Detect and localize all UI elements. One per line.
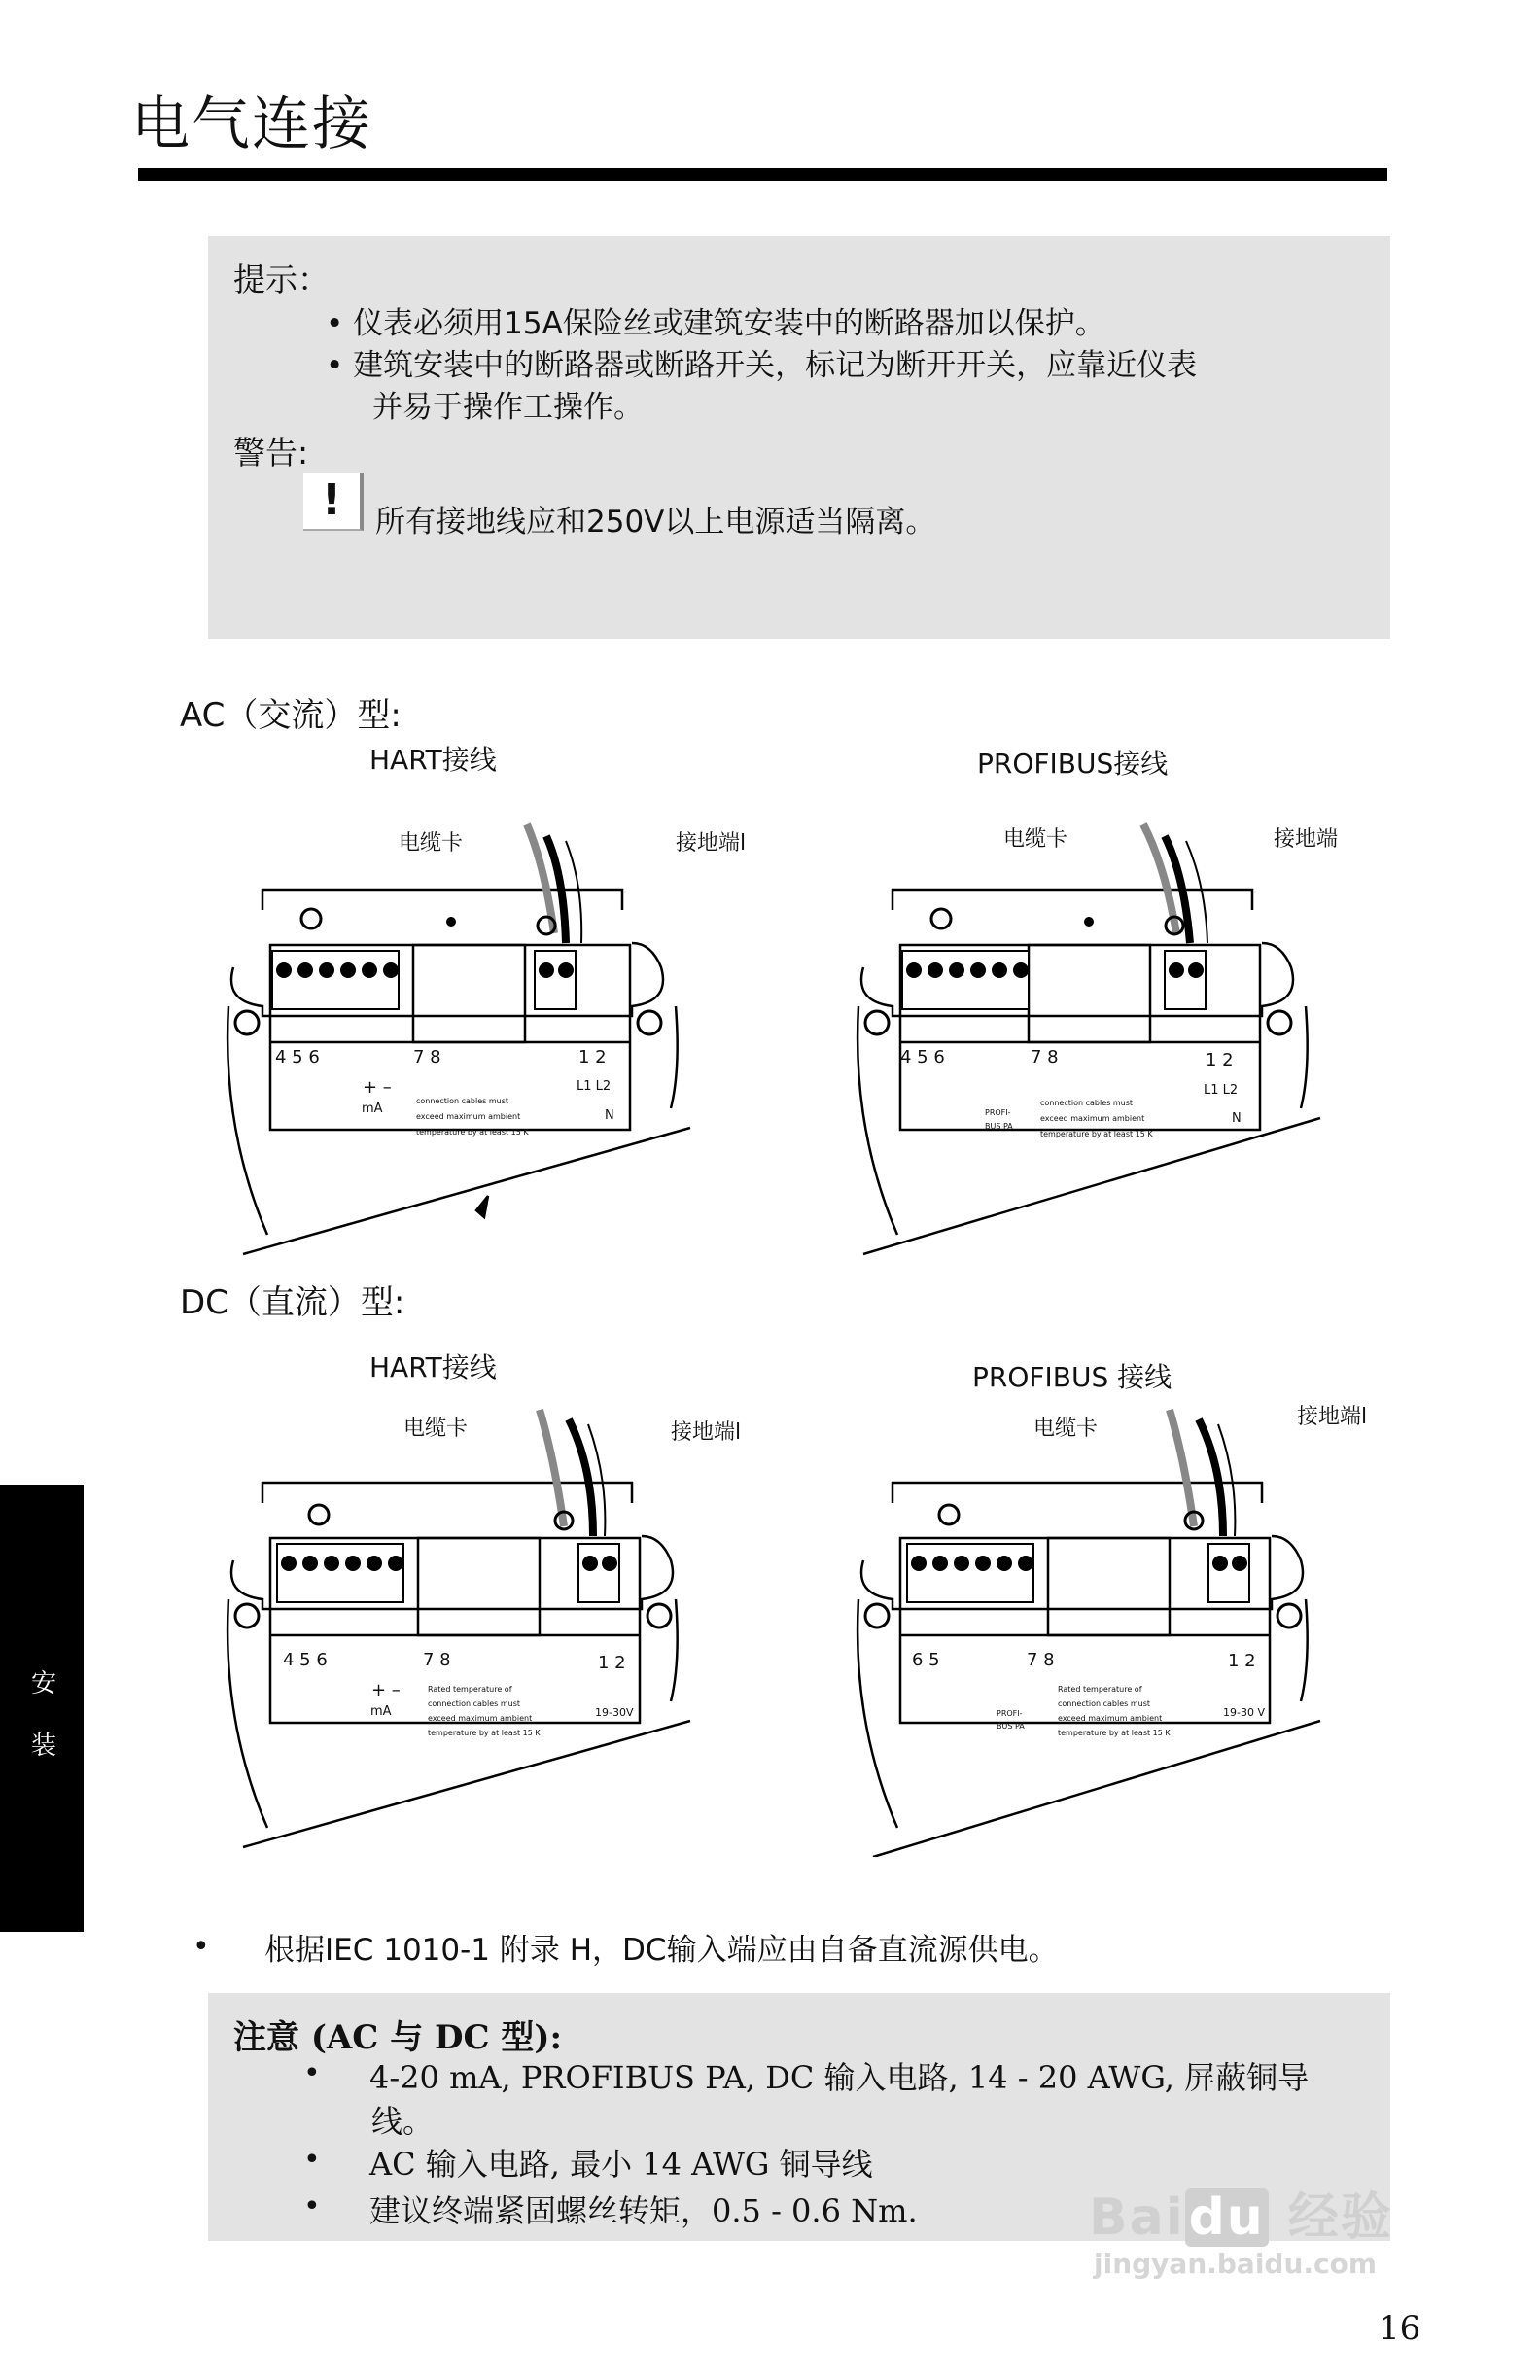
dc-hart-note-1: Rated temperature of	[428, 1685, 512, 1694]
sidebar-char-1: 安	[30, 1669, 56, 1698]
dc-hart-voltage: 19-30V	[595, 1706, 634, 1719]
dc-hart-cable-clamp: 电缆卡	[403, 1417, 469, 1441]
ac-hart-l1l2: L1 L2	[577, 1079, 612, 1094]
attention-bullet-2: •	[303, 2143, 321, 2177]
dc-profibus-pa-2: BUS PA	[997, 1722, 1025, 1731]
dc-profibus-terminals-mid: 7 8	[1027, 1650, 1055, 1670]
dc-hart-note-2: connection cables must	[428, 1699, 521, 1708]
ac-hart-plus-minus: + –	[363, 1077, 392, 1098]
ac-profibus-pa-1: PROFI-	[985, 1108, 1011, 1117]
page-title: 电气连接	[131, 90, 372, 158]
dc-heading: DC（直流）型:	[180, 1283, 405, 1322]
ac-hart-ma: mA	[362, 1102, 383, 1116]
ac-hart-diagram	[204, 797, 710, 1264]
ac-heading: AC（交流）型:	[180, 696, 402, 735]
dc-hart-terminals-left: 4 5 6	[283, 1650, 328, 1670]
dc-profibus-diagram	[834, 1390, 1340, 1857]
ac-hart-cable-clamp: 电缆卡	[399, 831, 464, 856]
ac-profibus-note-3: temperature by at least 15 K	[1040, 1130, 1153, 1138]
exclamation-icon: !	[303, 472, 364, 531]
ac-profibus-note-1: connection cables must	[1040, 1099, 1134, 1107]
attention-item-3: 建议终端紧固螺丝转矩，0.5 - 0.6 Nm.	[369, 2192, 918, 2229]
dc-hart-ma: mA	[370, 1704, 392, 1719]
dc-hart-terminals-right: 1 2	[598, 1653, 626, 1673]
attention-heading: 注意 (AC 与 DC 型):	[233, 2018, 563, 2057]
dc-profibus-voltage: 19-30 V	[1223, 1706, 1265, 1719]
dc-profibus-ground: 接地端l	[1297, 1405, 1368, 1429]
dc-hart-note-3: exceed maximum ambient	[428, 1714, 533, 1723]
tip-item-3: 并易于操作工操作。	[372, 390, 644, 425]
dc-hart-title: HART接线	[369, 1351, 497, 1383]
attention-bullet-1: •	[303, 2056, 321, 2090]
iec-note: 根据IEC 1010-1 附录 H，DC输入端应由自备直流源供电。	[264, 1933, 1059, 1968]
ac-hart-note-2: exceed maximum ambient	[416, 1112, 521, 1121]
dc-profibus-pa-1: PROFI-	[997, 1709, 1023, 1718]
ac-profibus-l1l2: L1 L2	[1204, 1083, 1239, 1098]
tip-item-1: • 仪表必须用15A保险丝或建筑安装中的断路器加以保护。	[326, 306, 1105, 341]
attention-item-1-cont: 线。	[371, 2103, 435, 2140]
ac-hart-ground: 接地端l	[676, 831, 747, 856]
attention-bullet-3: •	[303, 2189, 321, 2223]
title-rule	[138, 168, 1387, 181]
ac-profibus-diagram	[834, 797, 1340, 1264]
dc-hart-diagram	[204, 1390, 710, 1857]
iec-bullet: •	[192, 1930, 210, 1964]
dc-hart-note-4: temperature by at least 15 K	[428, 1729, 541, 1737]
ac-profibus-title: PROFIBUS接线	[977, 748, 1169, 780]
ac-profibus-note-2: exceed maximum ambient	[1040, 1114, 1145, 1123]
dc-hart-ground: 接地端l	[671, 1420, 742, 1445]
dc-profibus-note-4: temperature by at least 15 K	[1058, 1729, 1171, 1737]
dc-hart-plus-minus: + –	[371, 1680, 401, 1700]
ac-profibus-terminals-mid: 7 8	[1031, 1047, 1059, 1068]
ac-profibus-pa-2: BUS PA	[985, 1122, 1013, 1131]
tip-item-2: • 建筑安装中的断路器或断路开关，标记为断开开关，应靠近仪表	[326, 348, 1198, 383]
dc-profibus-cable-clamp: 电缆卡	[1033, 1417, 1099, 1441]
ac-hart-terminals-right: 1 2	[578, 1047, 607, 1068]
dc-profibus-note-1: Rated temperature of	[1058, 1685, 1142, 1694]
ac-hart-terminals-left: 4 5 6	[275, 1047, 320, 1068]
dc-hart-terminals-mid: 7 8	[423, 1650, 451, 1670]
dc-profibus-terminals-left: 6 5	[912, 1650, 940, 1670]
ac-profibus-terminals-left: 4 5 6	[900, 1047, 945, 1068]
ac-hart-title: HART接线	[369, 744, 497, 776]
ac-hart-n: N	[605, 1108, 614, 1123]
dc-profibus-terminals-right: 1 2	[1228, 1651, 1256, 1671]
notice-box	[208, 236, 1390, 639]
dc-profibus-note-2: connection cables must	[1058, 1699, 1151, 1708]
ac-hart-terminals-mid: 7 8	[413, 1047, 441, 1068]
ac-profibus-terminals-right: 1 2	[1206, 1050, 1234, 1070]
ac-profibus-n: N	[1232, 1111, 1242, 1126]
tip-heading: 提示：	[233, 261, 330, 298]
page-number: 16	[1379, 2309, 1421, 2348]
dc-profibus-note-3: exceed maximum ambient	[1058, 1714, 1163, 1723]
attention-item-2: AC 输入电路, 最小 14 AWG 铜导线	[369, 2146, 873, 2183]
ac-profibus-ground: 接地端	[1274, 827, 1339, 852]
ac-hart-note-1: connection cables must	[416, 1097, 509, 1105]
ac-hart-note-3: temperature by at least 15 K	[416, 1128, 529, 1137]
attention-item-1: 4-20 mA, PROFIBUS PA, DC 输入电路, 14 - 20 AWG, 屏蔽铜导	[369, 2059, 1310, 2096]
sidebar-tab-label	[29, 1653, 58, 1777]
watermark-url: jingyan.baidu.com	[1094, 2248, 1378, 2280]
dc-profibus-title: PROFIBUS 接线	[972, 1361, 1172, 1393]
sidebar-char-2: 装	[30, 1732, 56, 1761]
warning-heading: 警告:	[233, 434, 309, 472]
ac-profibus-cable-clamp: 电缆卡	[1003, 827, 1068, 852]
watermark-logo: Baidu 经验	[1089, 2188, 1393, 2247]
warning-text: 所有接地线应和250V以上电源适当隔离。	[375, 505, 936, 540]
